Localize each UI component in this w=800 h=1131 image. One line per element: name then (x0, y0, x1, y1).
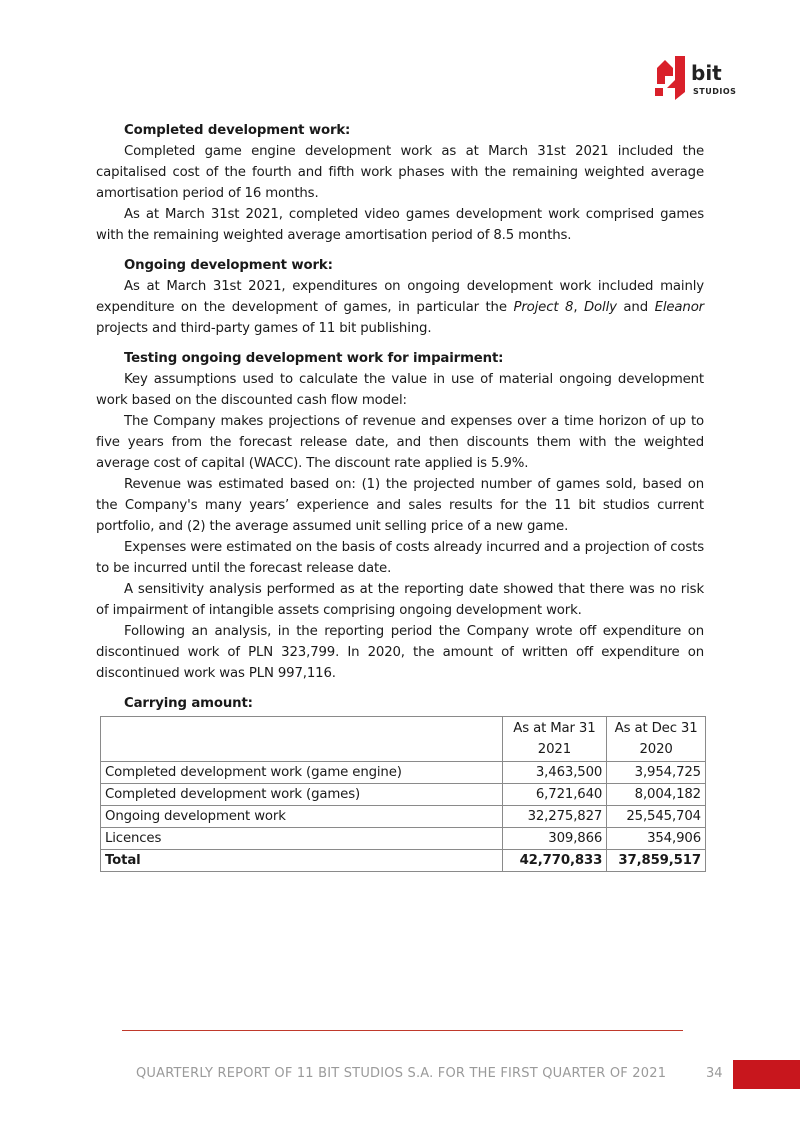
row-label: Completed development work (game engine) (101, 762, 503, 784)
footer-divider (122, 1030, 683, 1031)
logo-word-bit: bit (691, 61, 722, 85)
table-row (101, 784, 706, 806)
paragraph: The Company makes projections of revenue and expenses over a time horizon of up to five years from the forecast release date, and then discounts them with the weighted average cost of capital (WACC). The discount rate applied is 5.9%. (96, 414, 704, 471)
value-dec-2020: 8,004,182 (607, 784, 706, 806)
game-title-project-8: Project 8 (513, 300, 574, 315)
company-logo (655, 54, 737, 100)
table-row (101, 828, 706, 850)
text-run: projects and third-party games of 11 bit publishing. (96, 321, 432, 336)
total-label: Total (101, 850, 503, 872)
footer-report-title: QUARTERLY REPORT OF 11 BIT STUDIOS S.A. FOR THE FIRST QUARTER OF 2021 (136, 1066, 667, 1081)
paragraph: Completed game engine development work as at March 31st 2021 included the capitalised cost of the fourth and fifth work phases with the remaining weighted average amortisation period of 16 months. (96, 144, 704, 201)
row-label: Licences (101, 828, 503, 850)
paragraph: Expenses were estimated on the basis of costs already incurred and a projection of costs to be incurred until the forecast release date. (96, 540, 704, 576)
text-run: , (573, 300, 584, 315)
section-heading-carrying: Carrying amount: (124, 696, 253, 711)
paragraph-ongoing (96, 276, 704, 339)
text-run: and (616, 300, 655, 315)
table-header-row (101, 717, 706, 762)
document-body (96, 120, 704, 714)
value-mar-2021: 3,463,500 (502, 762, 607, 784)
value-mar-2021: 6,721,640 (502, 784, 607, 806)
game-title-eleanor: Eleanor (654, 300, 704, 315)
paragraph: As at March 31st 2021, completed video games development work comprised games with the remaining weighted average amortisation period of 8.5 months. (96, 207, 704, 243)
paragraph: Key assumptions used to calculate the value in use of material ongoing development work based on the discounted cash flow model: (96, 372, 704, 408)
paragraph: Following an analysis, in the reporting period the Company wrote off expenditure on discontinued work of PLN 323,799. In 2020, the amount of written off expenditure on discontinued work was PLN 997,116. (96, 624, 704, 681)
page-number: 34 (706, 1066, 723, 1081)
footer-accent-bar (733, 1060, 800, 1089)
table-total-row (101, 850, 706, 872)
value-dec-2020: 354,906 (607, 828, 706, 850)
game-title-dolly: Dolly (583, 300, 617, 315)
table-row (101, 806, 706, 828)
section-heading-completed: Completed development work: (124, 123, 351, 138)
logo-word-studios: STUDIOS (693, 87, 737, 96)
value-mar-2021: 309,866 (502, 828, 607, 850)
table-header-cell (101, 717, 503, 762)
table-row (101, 762, 706, 784)
paragraph: A sensitivity analysis performed as at the reporting date showed that there was no risk of impairment of intangible assets comprising ongoing development work. (96, 582, 704, 618)
value-dec-2020: 25,545,704 (607, 806, 706, 828)
value-dec-2020: 3,954,725 (607, 762, 706, 784)
row-label: Completed development work (games) (101, 784, 503, 806)
section-heading-impairment: Testing ongoing development work for impairment: (124, 351, 504, 366)
table-header-cell: As at Dec 31 2020 (607, 717, 706, 762)
table-header-cell: As at Mar 31 2021 (502, 717, 607, 762)
total-mar-2021: 42,770,833 (502, 850, 607, 872)
row-label: Ongoing development work (101, 806, 503, 828)
paragraph: Revenue was estimated based on: (1) the projected number of games sold, based on the Company's many years’ experience and sales results for the 11 bit studios current portfolio, and (2) the average assumed unit selling price of a new game. (96, 477, 704, 534)
text-run: As at March 31st 2021, expenditures on ongoing development work included mainly expenditure on the development of games, in particular the (96, 279, 704, 315)
value-mar-2021: 32,275,827 (502, 806, 607, 828)
logo-mark (655, 54, 737, 100)
carrying-amount-table (100, 716, 706, 872)
total-dec-2020: 37,859,517 (607, 850, 706, 872)
section-heading-ongoing: Ongoing development work: (124, 258, 333, 273)
